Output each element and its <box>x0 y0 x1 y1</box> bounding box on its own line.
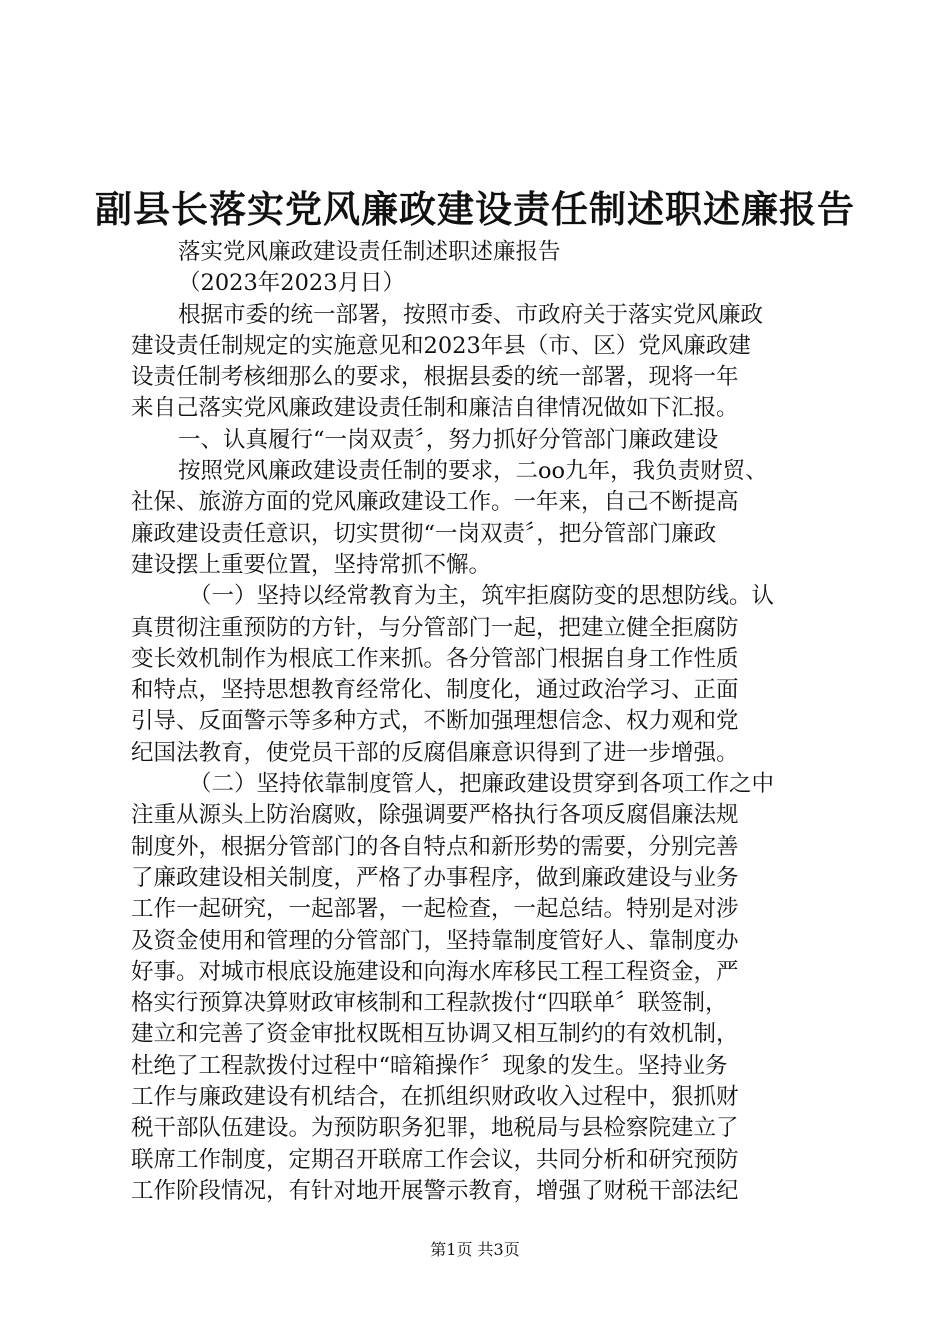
document-body <box>131 237 831 1207</box>
paragraph-line: 联席工作制度，定期召开联席工作会议，共同分析和研究预防 <box>131 1146 739 1173</box>
page-footer: 第1页 共3页 <box>430 1240 520 1259</box>
paragraph-line: 制度外，根据分管部门的各自特点和新形势的需要，分别完善 <box>131 833 739 860</box>
paragraph-line: 社保、旅游方面的党风廉政建设工作。一年来，自己不断提高 <box>131 489 739 516</box>
subtitle-line: 落实党风廉政建设责任制述职述廉报告 <box>178 239 561 265</box>
paragraph-line: 工作一起研究，一起部署，一起检查，一起总结。特别是对涉 <box>131 896 739 923</box>
paragraph-line: （一）坚持以经常教育为主，筑牢拒腐防变的思想防线。认 <box>189 583 775 610</box>
paragraph-line: 杜绝了工程款拨付过程中“暗箱操作〞现象的发生。坚持业务 <box>131 1052 728 1079</box>
paragraph-line: 廉政建设责任意识，切实贯彻“一岗双责〞，把分管部门廉政 <box>131 520 717 547</box>
document-title: 副县长落实党风廉政建设责任制述职述廉报告 <box>95 187 855 231</box>
paragraph-line: 工作阶段情况，有针对地开展警示教育，增强了财税干部法纪 <box>131 1177 739 1204</box>
paragraph-line: 及资金使用和管理的分管部门，坚持靠制度管好人、靠制度办 <box>131 927 739 954</box>
paragraph-line: 真贯彻注重预防的方针，与分管部门一起，把建立健全拒腐防 <box>131 614 739 641</box>
section-heading: 一、认真履行“一岗双责〞，努力抓好分管部门廉政建设 <box>178 426 719 453</box>
paragraph-line: 设责任制考核细那么的要求，根据县委的统一部署，现将一年 <box>131 364 739 391</box>
paragraph-line: 根据市委的统一部署，按照市委、市政府关于落实党风廉政 <box>178 301 764 328</box>
paragraph-line: 了廉政建设相关制度，严格了办事程序，做到廉政建设与业务 <box>131 864 739 891</box>
paragraph-line: 工作与廉政建设有机结合，在抓组织财政收入过程中，狠抓财 <box>131 1084 739 1111</box>
paragraph-line: 注重从源头上防治腐败，除强调要严格执行各项反腐倡廉法规 <box>131 802 739 829</box>
paragraph-line: 和特点，坚持思想教育经常化、制度化，通过政治学习、正面 <box>131 677 739 704</box>
paragraph-line: （二）坚持依靠制度管人，把廉政建设贯穿到各项工作之中 <box>189 771 775 798</box>
paragraph-line: 建设责任制规定的实施意见和2023年县（市、区）党风廉政建 <box>131 332 751 359</box>
paragraph-line: 变长效机制作为根底工作来抓。各分管部门根据自身工作性质 <box>131 645 739 672</box>
paragraph-line: 税干部队伍建设。为预防职务犯罪，地税局与县检察院建立了 <box>131 1115 739 1142</box>
paragraph-line: 建设摆上重要位置，坚持常抓不懈。 <box>131 551 492 578</box>
paragraph-line: 按照党风廉政建设责任制的要求，二oo九年，我负责财贸、 <box>178 458 768 485</box>
paragraph-line: 来自己落实党风廉政建设责任制和廉洁自律情况做如下汇报。 <box>131 395 739 422</box>
date-line: （2023年2023月日） <box>178 270 406 297</box>
paragraph-line: 引导、反面警示等多种方式，不断加强理想信念、权力观和党 <box>131 708 739 735</box>
paragraph-line: 建立和完善了资金审批权既相互协调又相互制约的有效机制， <box>131 1021 739 1048</box>
paragraph-line: 纪国法教育，使党员干部的反腐倡廉意识得到了进一步增强。 <box>131 739 739 766</box>
paragraph-line: 格实行预算决算财政审核制和工程款拨付“四联单〞联签制， <box>131 990 728 1017</box>
paragraph-line: 好事。对城市根底设施建设和向海水库移民工程工程资金，严 <box>131 958 739 985</box>
